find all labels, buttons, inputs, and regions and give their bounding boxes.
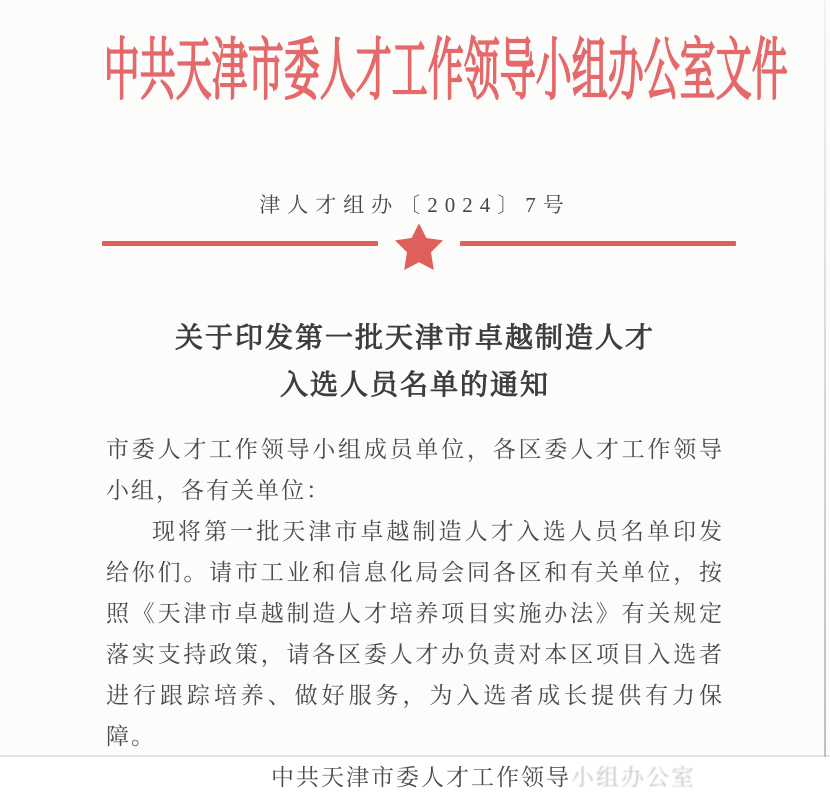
document-body [106, 429, 724, 798]
salutation-line: 市委人才工作领导小组成员单位，各区委人才工作领导小组，各有关单位： [106, 437, 724, 503]
star-icon [394, 222, 444, 270]
body-paragraph: 现将第一批天津市卓越制造人才入选人员名单印发给你们。请市工业和信息化局会同各区和有关单位，按照《天津市卓越制造人才培养项目实施办法》有关规定落实支持政策，请各区委人才办负责对本区项目入选者进行跟踪培养、做好服务，为入选者成长提供有力保障。 [106, 519, 724, 749]
red-divider [102, 219, 736, 267]
document-masthead: 中共天津市委人才工作领导小组办公室文件 [103, 33, 788, 109]
document-title-line2: 入选人员名单的通知 [279, 370, 550, 401]
divider-line-left [102, 241, 378, 246]
signature-faded-text: 小组办公室 [571, 765, 696, 790]
document-title [0, 315, 830, 409]
divider-line-right [460, 241, 736, 246]
signature-visible-text: 中共天津市委人才工作领导 [271, 765, 571, 790]
signature-line [106, 757, 724, 798]
document-title-line1: 关于印发第一批天津市卓越制造人才 [174, 323, 655, 354]
document-number: 津人才组办〔2024〕7号 [259, 193, 571, 217]
